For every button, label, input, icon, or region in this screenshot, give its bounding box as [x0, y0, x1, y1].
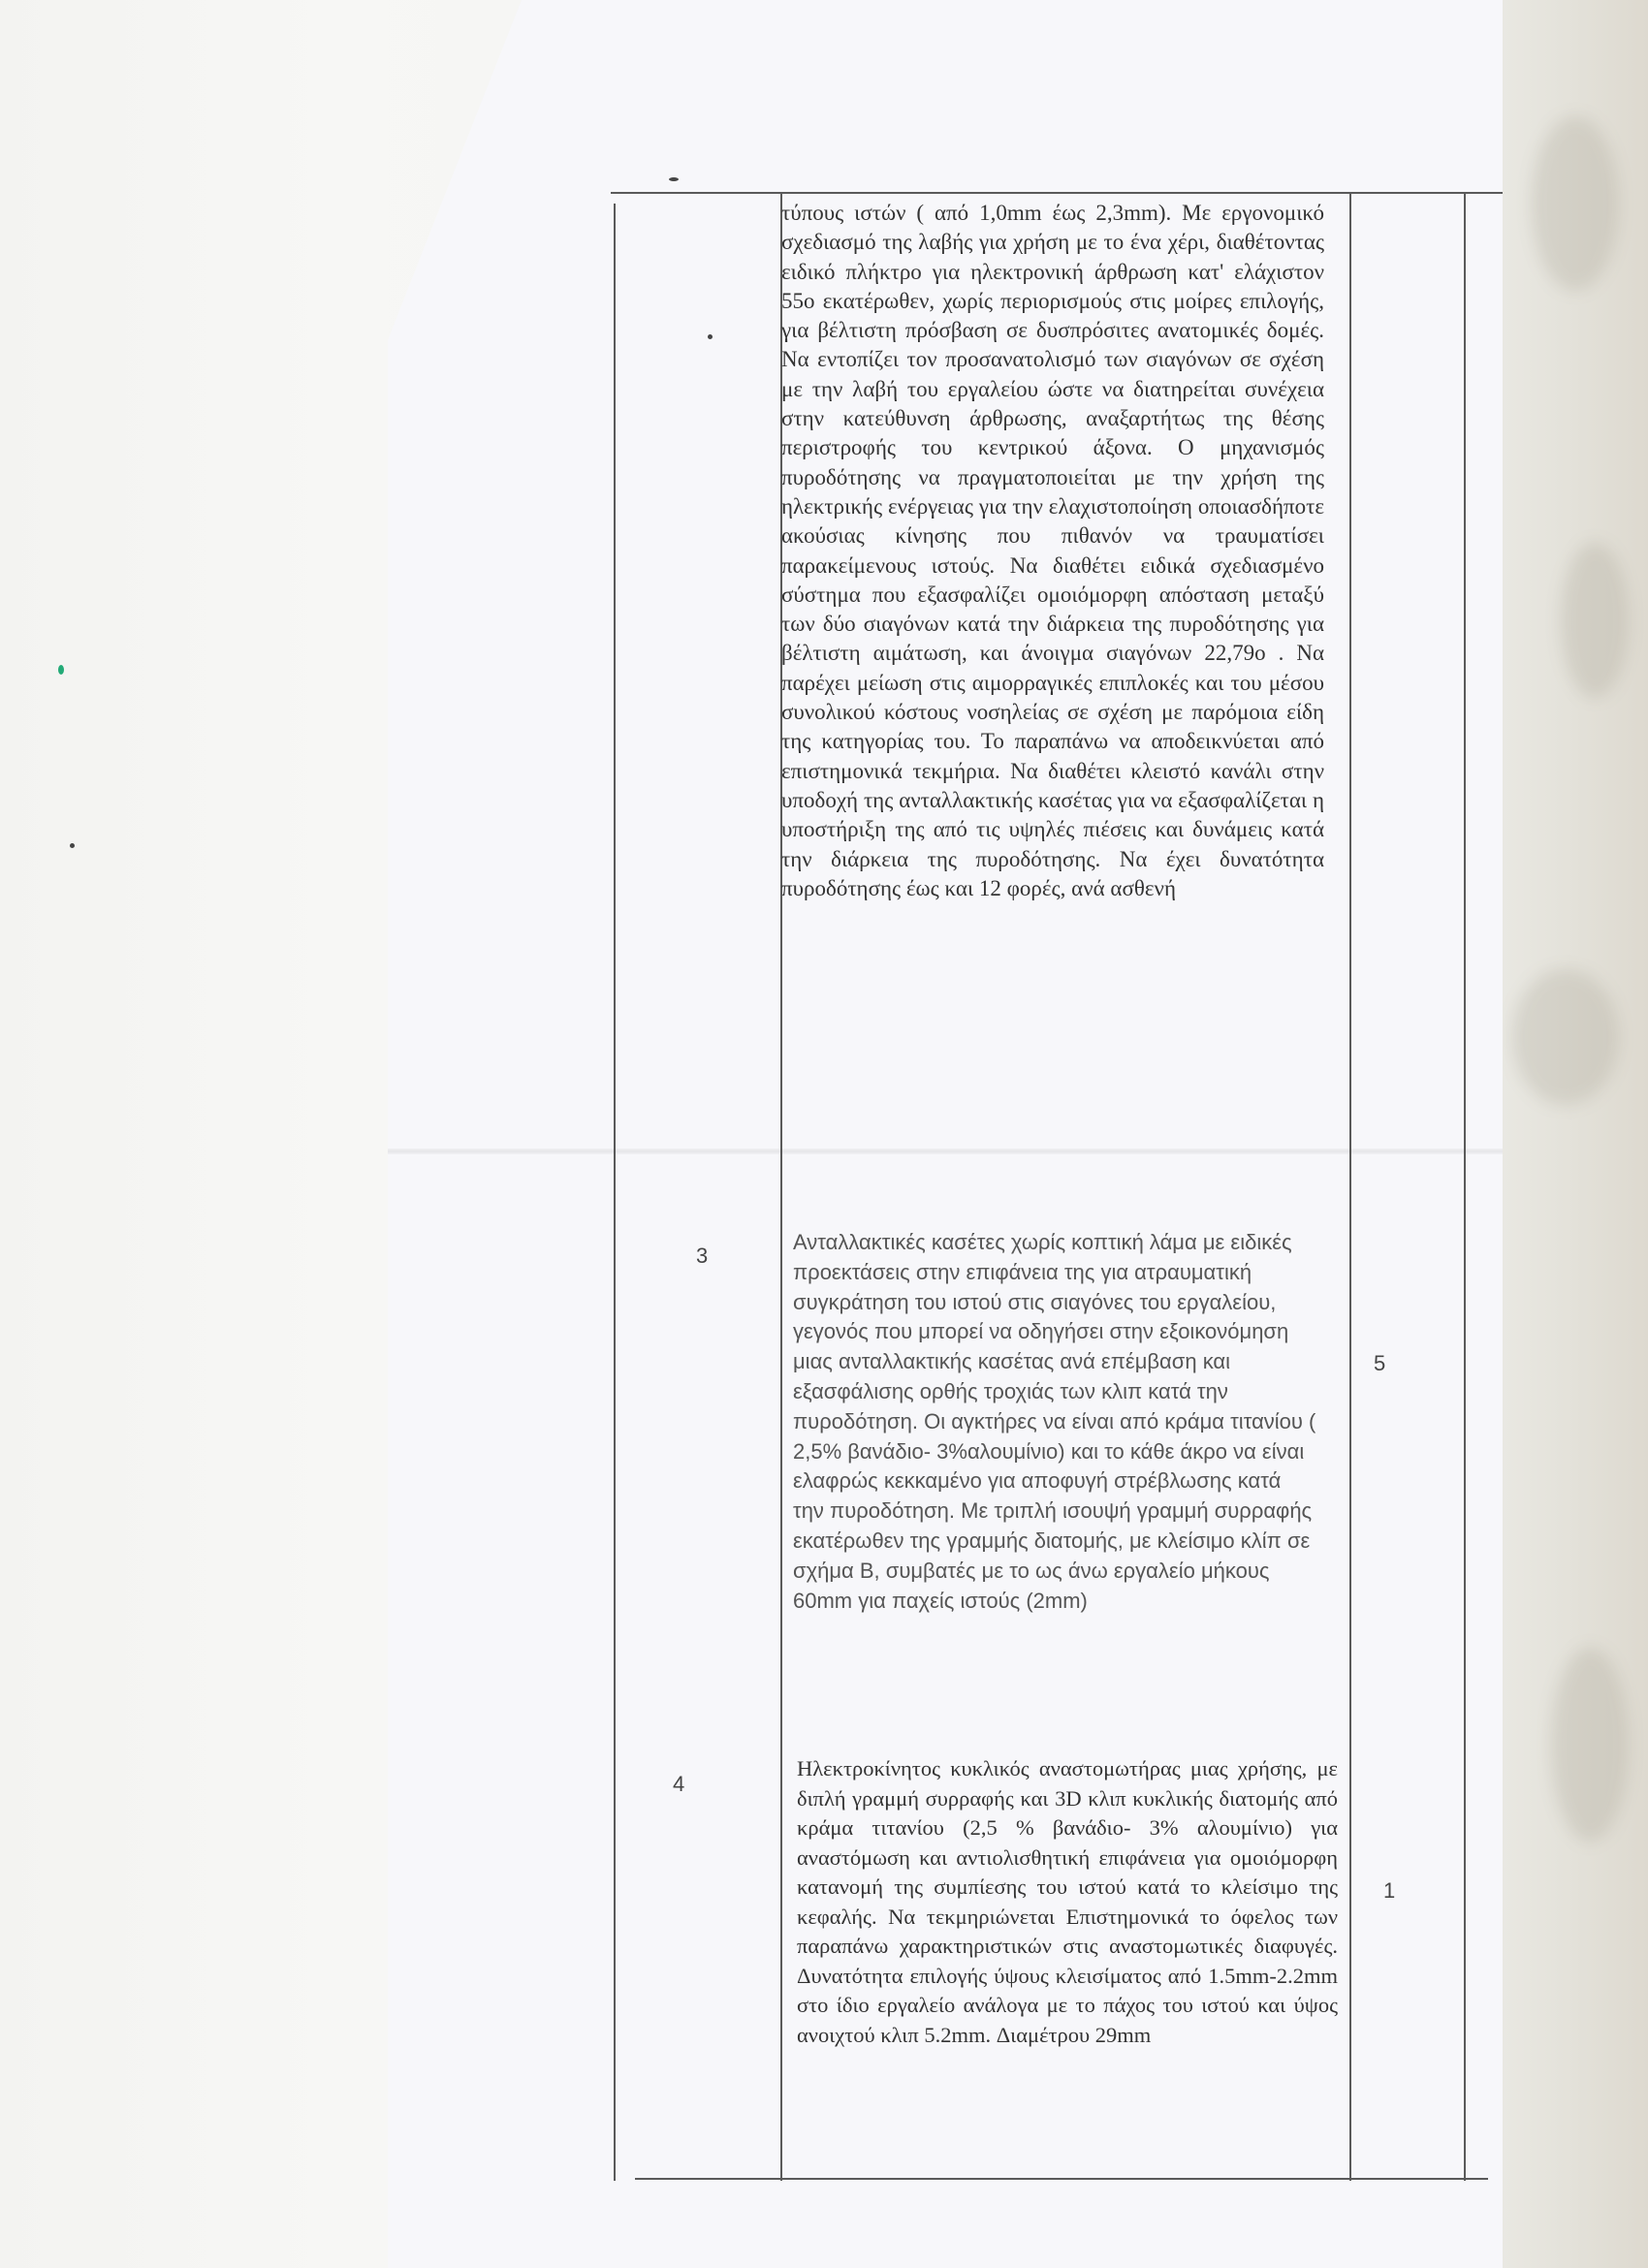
speck: [669, 177, 679, 181]
table-top-border: [611, 192, 1503, 194]
item-description: τύπους ιστών ( από 1,0mm έως 2,3mm). Με εργονομικό σχεδιασμό της λαβής για χρήση με το ένα χέρι, διαθέτοντας ειδικό πλήκτρο για ηλεκτρονική άρθρωση κατ' ελάχιστον 55ο εκατέρωθεν, χωρίς περιορισμούς στις μοίρες επιλογής, για βέλτιστη πρόσβαση σε δυσπρόσιτες ανατομικές δομές. Να εντοπίζει τον προσανατολισμό των σιαγόνων σε σχέση με την λαβή του εργαλείου ώστε να διατηρείται συνέχεια στην κατεύθυνση άρθρωσης, αναξαρτήτως της θέσης περιστροφής του κεντρικού άξονα. Ο μηχανισμός πυροδότησης να πραγματοποιείται με την χρήση της ηλεκτρικής ενέργειας για την ελαχιστοποίηση οποιασδήποτε ακούσιας κίνησης που πιθανόν να τραυματίσει παρακείμενους ιστούς. Να διαθέτει ειδικά σχεδιασμένο σύστημα που εξασφαλίζει ομοιόμορφη απόσταση μεταξύ των δύο σιαγόνων κατά την διάρκεια της πυροδότησης για βέλτιστη αιμάτωση, και άνοιγμα σιαγόνων 22,79ο . Να παρέχει μείωση στις αιμορραγικές επιπλοκές και του μέσου συνολικού κόστους νοσηλείας σε σχέση με παρόμοια είδη της κατηγορίας του. Το παραπάνω να αποδεικνύεται από επιστημονικά τεκμήρια. Να διαθέτει κλειστό κανάλι στην υποδοχή της ανταλλακτικής κασέτας για να εξασφαλίζεται η υποστήριξη της από τις υψηλές πιέσεις και δυνάμεις κατά την διάρκεια της πυροδότησης. Να έχει δυνατότητα πυροδότησης έως και 12 φορές, ανά ασθενή: [781, 201, 1324, 900]
column-divider: [1349, 192, 1351, 2181]
stain: [1561, 543, 1629, 698]
item-quantity: 1: [1383, 1878, 1396, 1903]
column-divider: [614, 204, 616, 2181]
page-fold: [388, 1149, 1503, 1154]
speck: [58, 665, 64, 675]
item-number: 4: [673, 1772, 685, 1796]
speck: [708, 334, 713, 339]
item-description: Ηλεκτροκίνητος κυκλικός αναστομωτήρας μιας χρήσης, με διπλή γραμμή συρραφής και 3D κλιπ κυκλικής διατομής από κράμα τιτανίου (2,5 % βανάδιο- 3% αλουμίνιο) για αναστόμωση και αντιολισθητική επιφάνεια για ομοιόμορφη κατανομή της συμπίεσης του ιστού κατά το κλείσιμο της κεφαλής. Να τεκμηριώνεται Επιστημονικά το όφελος των παραπάνω χαρακτηριστικών στις αναστομωτικές διαφυγές. Δυνατότητα επιλογής ύψους κλεισίματος από 1.5mm-2.2mm στο ίδιο εργαλείο ανάλογα με το πάχος του ιστού και ύψος ανοιχτού κλιπ 5.2mm. Διαμέτρου 29mm: [797, 1756, 1338, 2047]
column-divider: [1464, 192, 1466, 2181]
stain: [1512, 969, 1619, 1105]
table-bottom-border: [635, 2178, 1488, 2180]
item-description: Ανταλλακτικές κασέτες χωρίς κοπτική λάμα με ειδικές προεκτάσεις στην επιφάνεια της για ατραυματική συγκράτηση του ιστού στις σιαγόνες του εργαλείου, γεγονός που μπορεί να οδηγήσει στην εξοικονόμηση μιας ανταλλακτικής κασέτας ανά επέμβαση και εξασφάλισης ορθής τροχιάς των κλιπ κατά την πυροδότηση. Οι αγκτήρες να είναι από κράμα τιτανίου ( 2,5% βανάδιο- 3%αλουμίνιο) και το κάθε άκρο να είναι ελαφρώς κεκκαμένο για αποφυγή στρέβλωσης κατά την πυροδότηση. Με τριπλή ισουψή γραμμή συρραφής εκατέρωθεν της γραμμής διατομής, με κλείσιμο κλίπ σε σχήμα Β, συμβατές με το ως άνω εργαλείο μήκους 60mm για παχείς ιστούς (2mm): [793, 1230, 1316, 1613]
stain: [1551, 1648, 1629, 1842]
item-number: 3: [696, 1244, 709, 1268]
stain: [1532, 116, 1619, 291]
speck: [70, 843, 75, 848]
scan-edge-strip: [1503, 0, 1648, 2268]
item-quantity: 5: [1374, 1351, 1386, 1375]
